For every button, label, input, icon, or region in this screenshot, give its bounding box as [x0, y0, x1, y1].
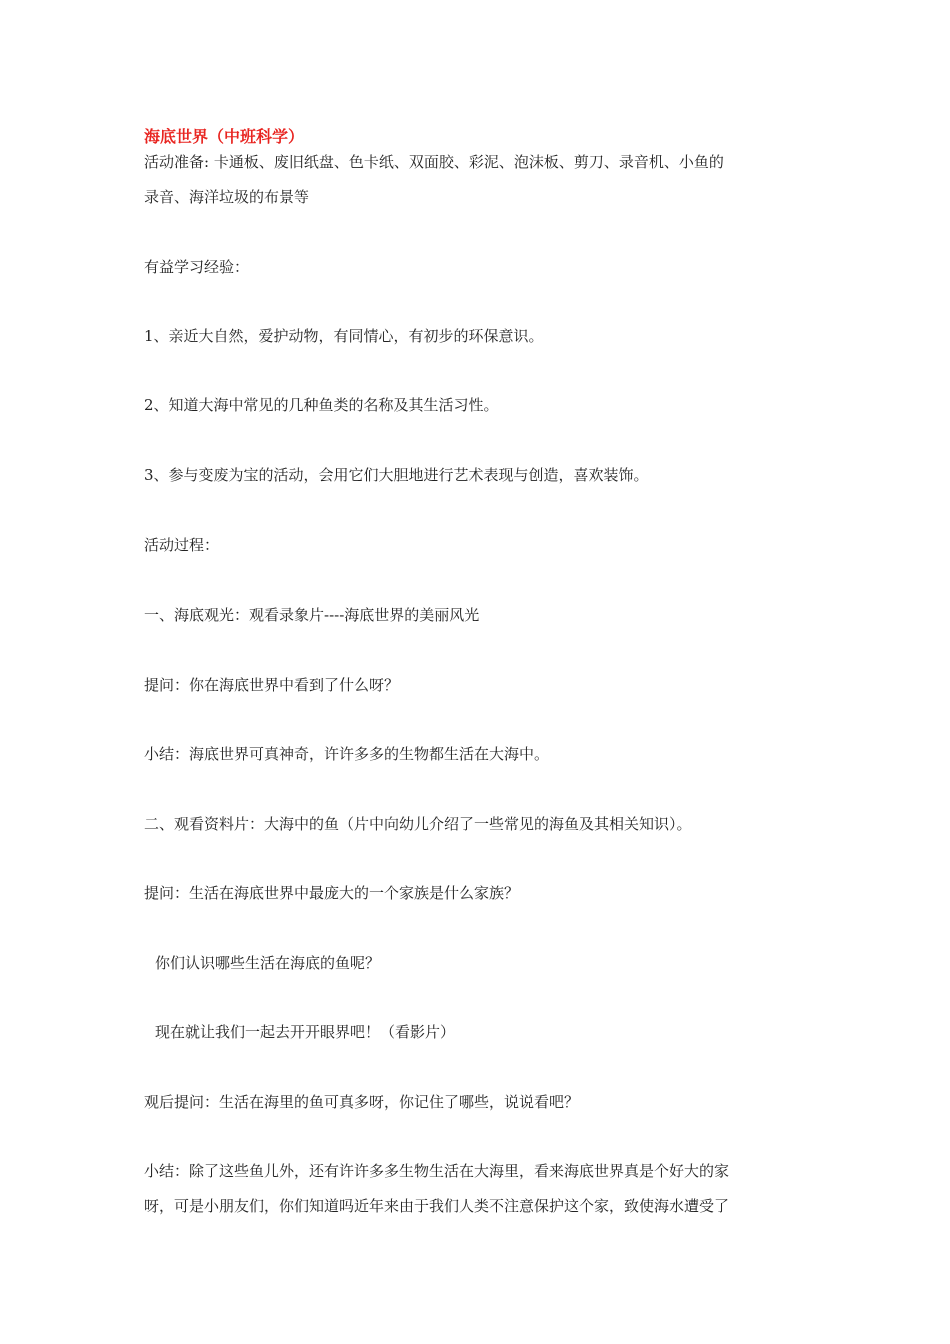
process-heading: 活动过程：: [144, 536, 220, 554]
summary-2-line-2: 呀，可是小朋友们，你们知道吗近年来由于我们人类不注意保护这个家，致使海水遭受了: [144, 1197, 730, 1215]
question-5: 观后提问：生活在海里的鱼可真多呀，你记住了哪些，说说看吧？: [144, 1093, 580, 1111]
experience-item-2: 2、知道大海中常见的几种鱼类的名称及其生活习性。: [144, 396, 499, 414]
prep-line-1: 活动准备: 卡通板、废旧纸盘、色卡纸、双面胶、彩泥、泡沫板、剪刀、录音机、小鱼的: [144, 153, 724, 171]
experience-heading: 有益学习经验：: [144, 258, 250, 276]
summary-1: 小结：海底世界可真神奇，许许多多的生物都生活在大海中。: [144, 745, 550, 763]
prep-line-2: 录音、海洋垃圾的布景等: [144, 188, 310, 206]
question-4: 现在就让我们一起去开开眼界吧！（看影片）: [155, 1023, 456, 1041]
step-2: 二、观看资料片：大海中的鱼（片中向幼儿介绍了一些常见的海鱼及其相关知识）。: [144, 815, 692, 833]
question-2: 提问：生活在海底世界中最庞大的一个家族是什么家族？: [144, 884, 520, 902]
question-1: 提问：你在海底世界中看到了什么呀？: [144, 676, 400, 694]
experience-item-3: 3、参与变废为宝的活动，会用它们大胆地进行艺术表现与创造，喜欢装饰。: [144, 466, 649, 484]
step-1: 一、海底观光：观看录象片----海底世界的美丽风光: [144, 606, 480, 624]
experience-item-1: 1、亲近大自然，爱护动物，有同情心，有初步的环保意识。: [144, 327, 544, 345]
question-3: 你们认识哪些生活在海底的鱼呢？: [155, 954, 381, 972]
document-title: 海底世界（中班科学）: [144, 127, 305, 146]
summary-2-line-1: 小结：除了这些鱼儿外，还有许许多多生物生活在大海里，看来海底世界真是个好大的家: [144, 1162, 730, 1180]
